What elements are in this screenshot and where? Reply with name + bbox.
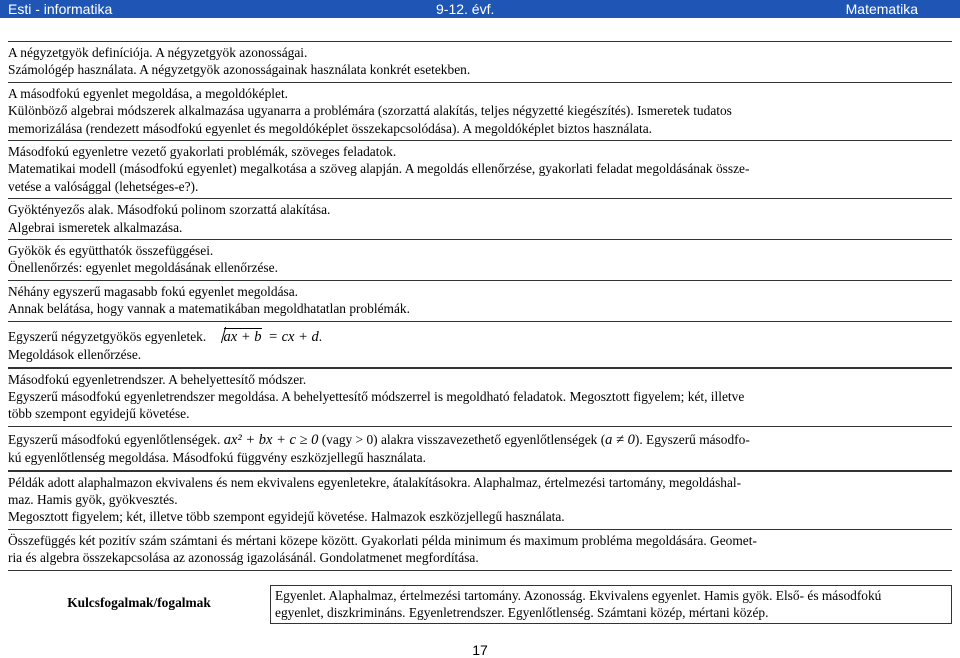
text-line: Algebrai ismeretek alkalmazása. <box>8 219 183 235</box>
header-left: Esti - informatika <box>8 1 113 17</box>
text-line: Másodfokú egyenletrendszer. A behelyettesítő módszer. <box>8 371 307 387</box>
text-line: Gyöktényezős alak. Másodfokú polinom szorzattá alakítása. <box>8 202 331 218</box>
content-block <box>8 83 952 141</box>
text-line: Matematikai modell (másodfokú egyenlet) megalkotása a szöveg alapján. A megoldás ellenőrzése, gyakorlati feladat megoldásának össze- <box>8 161 750 177</box>
sqrt-equation-block <box>8 322 952 368</box>
text-line: Megoldások ellenőrzése. <box>8 347 142 363</box>
ineq-condition: a ≠ 0 <box>605 431 635 448</box>
content-block <box>8 41 952 83</box>
content-block <box>8 281 952 322</box>
header-right: Matematika <box>845 1 918 17</box>
text-line: Megosztott figyelem; két, illetve több szempont egyidejű követése. Halmazok eszközjellegű használata. <box>8 509 565 525</box>
sqrt-text: Egyszerű négyzetgyökös egyenletek. <box>8 328 207 344</box>
equals-sign: = <box>264 328 282 345</box>
text-line: Gyökök és együtthatók összefüggései. <box>8 243 214 259</box>
document-body <box>8 41 952 624</box>
text-line: vetése a valósággal (lehetséges-e?). <box>8 178 199 194</box>
text-line: ria és algebra összekapcsolása az azonosság igazolásánál. Gondolatmenet megfordítása. <box>8 550 479 566</box>
text-line: Önellenőrzés: egyenlet megoldásának ellenőrzése. <box>8 260 278 276</box>
header-center: 9-12. évf. <box>436 1 495 17</box>
key-terms-section <box>8 585 952 625</box>
text-line: Számológép használata. A négyzetgyök azonosságainak használata konkrét esetekben. <box>8 62 471 78</box>
content-block <box>8 368 952 427</box>
ineq-post: ). Egyszerű másodfo- <box>634 431 750 447</box>
text-line <box>8 429 952 449</box>
text-line: Összefüggés két pozitív szám számtani és mértani közepe között. Gyakorlati példa minimum és maximum probléma megoldására. Geomet- <box>8 532 757 548</box>
text-line <box>8 324 952 346</box>
text-line: maz. Hamis gyök, gyökvesztés. <box>8 491 178 507</box>
ineq-expression: ax² + bx + c ≥ 0 <box>223 431 319 448</box>
text-line: Néhány egyszerű magasabb fokú egyenlet megoldása. <box>8 283 299 299</box>
text-line: Különböző algebrai módszerek alkalmazása ugyanarra a problémára (szorzattá alakítás, teljes négyzetté kiegészítés). Ismeretek tudatos <box>8 103 732 119</box>
page-number: 17 <box>472 642 488 658</box>
key-terms-box <box>270 585 952 625</box>
ineq-mid: (vagy > 0) alakra visszavezethető egyenlőtlenségek ( <box>318 431 606 447</box>
text-line: A másodfokú egyenlet megoldása, a megoldóképlet. <box>8 85 289 101</box>
eq-right-side: cx + d <box>281 328 319 345</box>
key-terms-label: Kulcsfogalmak/fogalmak <box>67 594 211 610</box>
text-line: több szempont egyidejű követése. <box>8 406 190 422</box>
text-line: memorizálása (rendezett másodfokú egyenlet és megoldóképlet összekapcsolódása). A megoldóképlet biztos használata. <box>8 120 653 136</box>
text-line: Annak belátása, hogy vannak a matematikában megoldhatatlan problémák. <box>8 301 410 317</box>
text-line: A négyzetgyök definíciója. A négyzetgyök azonosságai. <box>8 45 308 60</box>
sqrt-expression <box>214 329 262 346</box>
content-block <box>8 530 952 571</box>
inequality-block <box>8 427 952 471</box>
content-block <box>8 199 952 240</box>
period: . <box>318 328 323 344</box>
page-header <box>0 0 960 18</box>
content-block <box>8 240 952 281</box>
key-terms-line: egyenlet, diszkrimináns. Egyenletrendszer. Egyenlőtlenség. Számtani közép, mértani közép. <box>275 604 769 620</box>
text-line: Másodfokú egyenletre vezető gyakorlati problémák, szöveges feladatok. <box>8 144 397 160</box>
text-line: kú egyenlőtlenség megoldása. Másodfokú függvény eszközjellegű használata. <box>8 450 426 466</box>
content-block <box>8 141 952 199</box>
sqrt-radicand: ax + b <box>223 328 262 345</box>
content-block <box>8 471 952 530</box>
text-line: Példák adott alaphalmazon ekvivalens és nem ekvivalens egyenletekre, átalakításokra. Alaphalmaz, értelmezési tartomány, megoldáshal- <box>8 474 742 490</box>
key-terms-line: Egyenlet. Alaphalmaz, értelmezési tartomány. Azonosság. Ekvivalens egyenlet. Hamis gyök. Első- és másodfokú <box>275 587 882 603</box>
ineq-pre: Egyszerű másodfokú egyenlőtlenségek. <box>8 431 221 447</box>
text-line: Egyszerű másodfokú egyenletrendszer megoldása. A behelyettesítő módszerrel is megoldható feladatok. Megosztott figyelem; két, illetve <box>8 388 745 404</box>
